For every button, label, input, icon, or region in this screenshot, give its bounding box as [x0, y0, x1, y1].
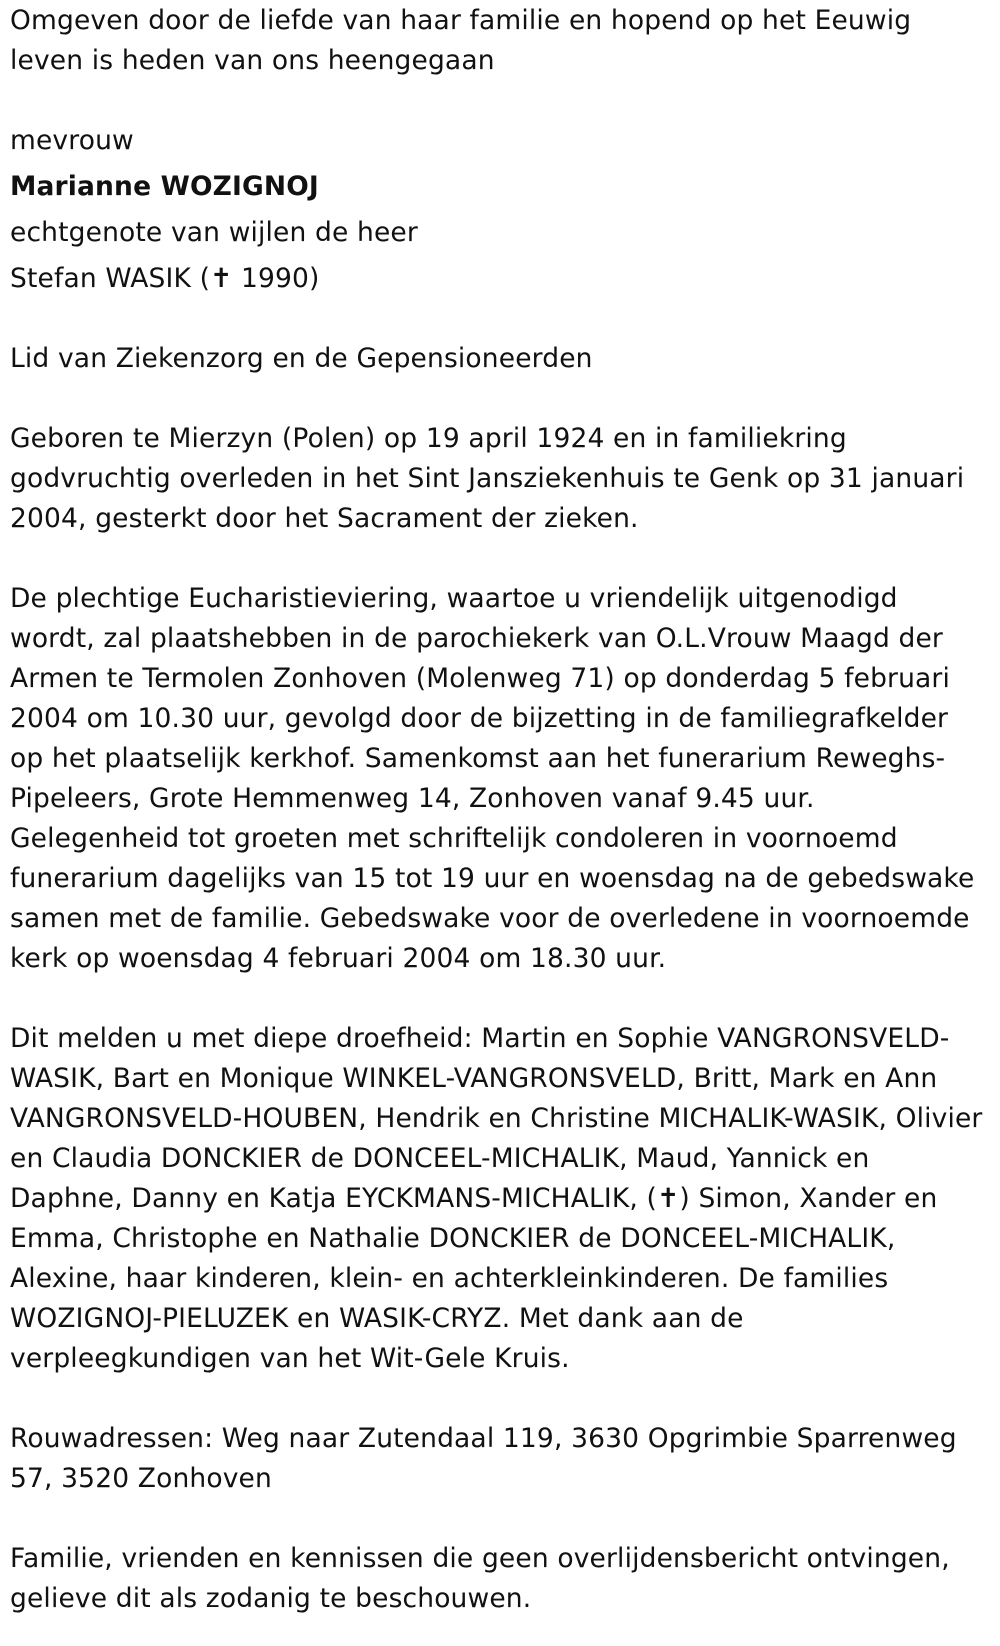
- family-text: Dit melden u met diepe droefheid: Martin en Sophie VANGRONSVELD-WASIK, Bart en Monique WINKEL-VANGRONSVELD, Britt, Mark en Ann VANGRONSVELD-HOUBEN, Hendrik en Christine MICHALIK-WASIK, Olivier en Claudia DONCKIER de DONCEEL-MICHALIK, Maud, Yannick en Daphne, Danny en Katja EYCKMANS-MICHALIK, (✝) Simon, Xander en Emma, Christophe en Nathalie DONCKIER de DONCEEL-MICHALIK, Alexine, haar kinderen, klein- en achterkleinkinderen. De families WOZIGNOJ-PIELUZEK en WASIK-CRYZ. Met dank aan de verpleegkundigen van het Wit-Gele Kruis.: [10, 1023, 983, 1374]
- birth-death-text: Geboren te Mierzyn (Polen) op 19 april 1924 en in familiekring godvruchtig overleden in het Sint Jansziekenhuis te Genk op 31 januari 2004, gesterkt door het Sacrament der zieken.: [10, 423, 965, 534]
- spouse-relation: echtgenote van wijlen de heer: [10, 217, 418, 248]
- addresses-text: Rouwadressen: Weg naar Zutendaal 119, 3630 Opgrimbie Sparrenweg 57, 3520 Zonhoven: [10, 1423, 957, 1494]
- spacer: [10, 81, 985, 121]
- spouse-name: Stefan WASIK (✝ 1990): [10, 263, 320, 294]
- intro-text: Omgeven door de liefde van haar familie en hopend op het Eeuwig leven is heden van ons heengegaan: [10, 5, 912, 76]
- title-prefix: mevrouw: [10, 125, 134, 156]
- spacer: [10, 379, 985, 419]
- spacer: [10, 539, 985, 579]
- closing-text: Familie, vrienden en kennissen die geen overlijdensbericht ontvingen, gelieve dit als zodanig te beschouwen.: [10, 1543, 950, 1614]
- spacer: [10, 299, 985, 339]
- deceased-name: Marianne WOZIGNOJ: [10, 171, 319, 202]
- ceremony-text: De plechtige Eucharistieviering, waartoe u vriendelijk uitgenodigd wordt, zal plaatshebben in de parochiekerk van O.L.Vrouw Maagd der Armen te Termolen Zonhoven (Molenweg 71) op donderdag 5 februari 2004 om 10.30 uur, gevolgd door de bijzetting in de familiegrafkelder op het plaatselijk kerkhof. Samenkomst aan het funerarium Reweghs-Pipeleers, Grote Hemmenweg 14, Zonhoven vanaf 9.45 uur. Gelegenheid tot groeten met schriftelijk condoleren in voornoemd funerarium dagelijks van 15 tot 19 uur en woensdag na de gebedswake samen met de familie. Gebedswake voor de overledene in voornoemde kerk op woensdag 4 februari 2004 om 18.30 uur.: [10, 583, 975, 974]
- membership-text: Lid van Ziekenzorg en de Gepensioneerden: [10, 343, 593, 374]
- spacer: [10, 979, 985, 1019]
- spacer: [10, 1499, 985, 1539]
- spacer: [10, 1379, 985, 1419]
